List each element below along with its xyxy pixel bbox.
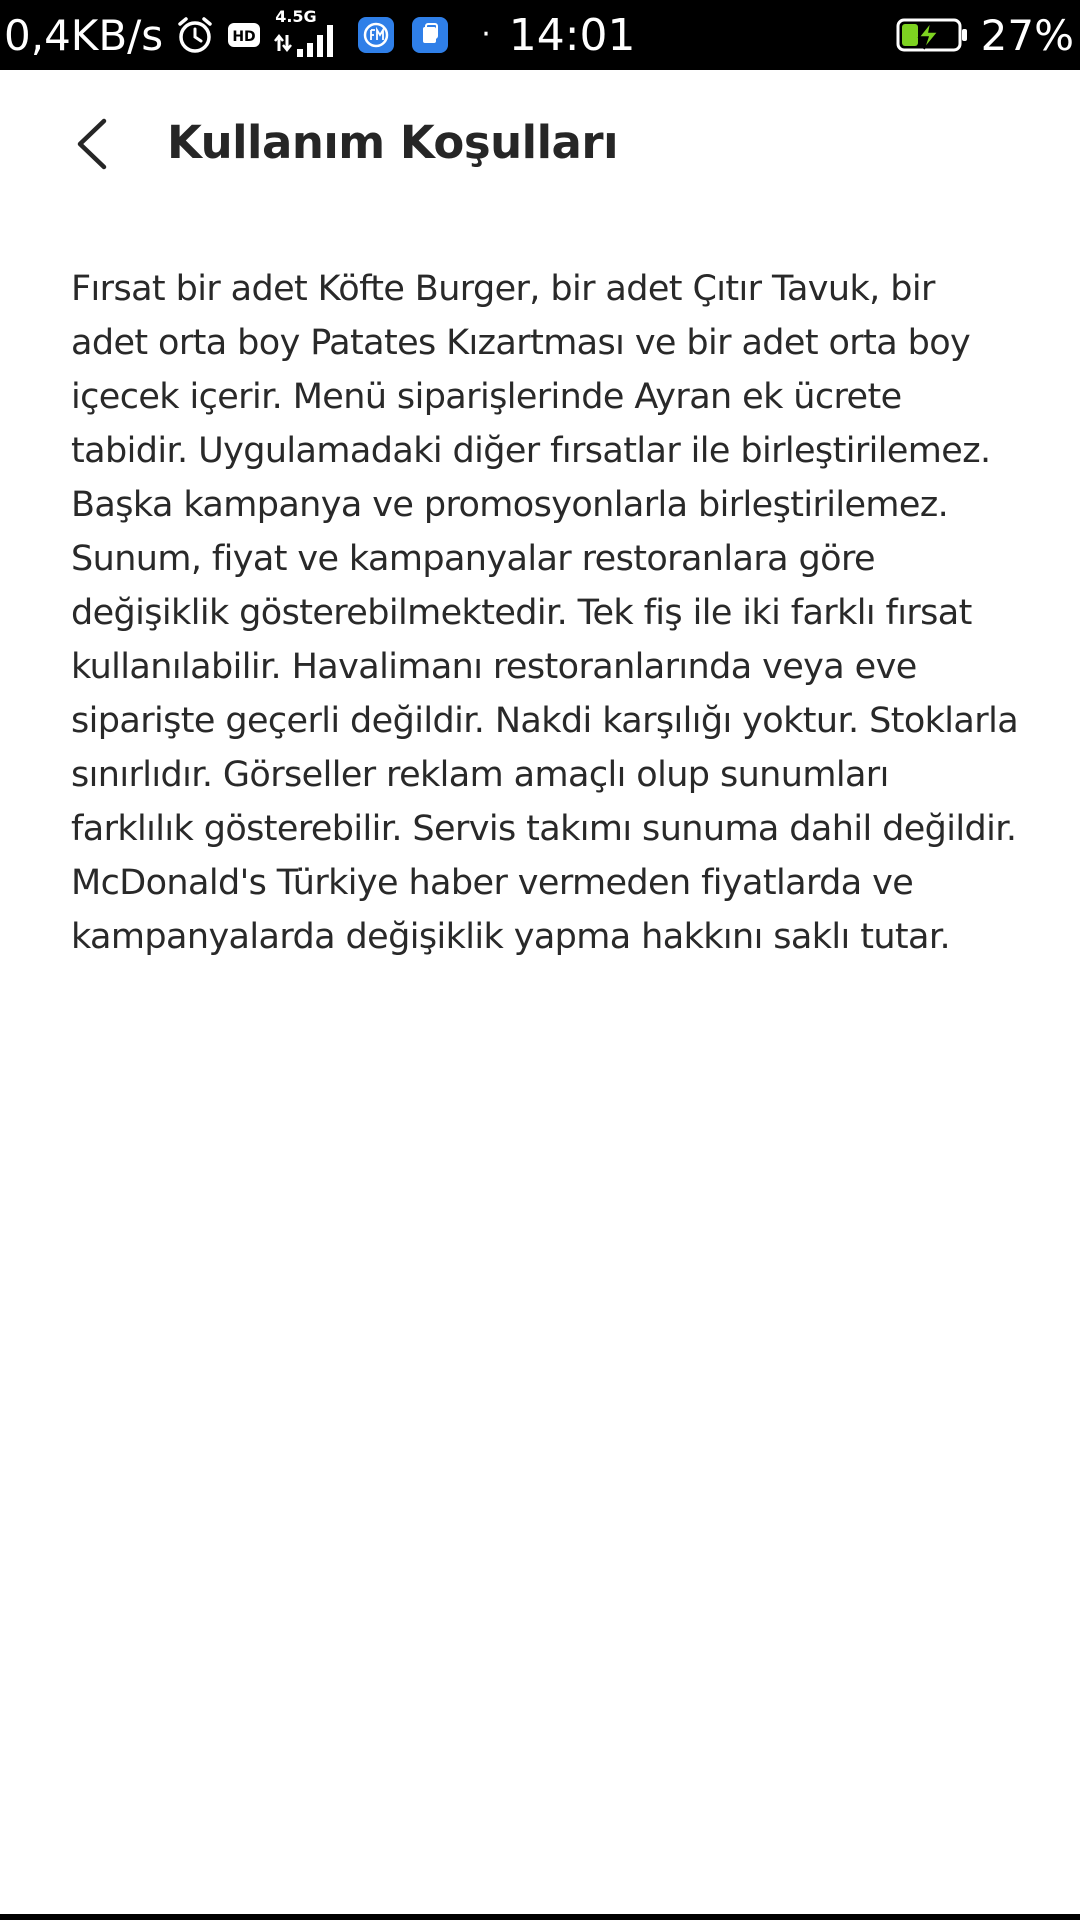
back-button[interactable]: [62, 114, 122, 174]
header: [0, 70, 1080, 220]
hd-badge-text: HD: [232, 29, 256, 45]
chevron-left-icon: [72, 118, 112, 170]
hd-icon: [227, 20, 261, 50]
app-notification-icon: [411, 16, 449, 54]
terms-text: Fırsat bir adet Köfte Burger, bir adet Çıtır Tavuk, bir adet orta boy Patates Kızartması ve bir adet orta boy içecek içerir. Menü siparişlerinde Ayran ek ücrete tabidir. Uygulamadaki diğer fırsatlar ile birleştirilemez. Başka kampanya ve promosyonlarla birleştirilemez. Sunum, fiyat ve kampanyalar restoranlara göre değişiklik gösterebilmektedir. Tek fiş ile iki farklı fırsat kullanılabilir. Havalimanı restoranlarında veya eve siparişte geçerli değildir. Nakdi karşılığı yoktur. Stoklarla sınırlıdır. Görseller reklam amaçlı olup sunumları farklılık gösterebilir. Servis takımı sunuma dahil değildir. McDonald's Türkiye haber vermeden fiyatlarda ve kampanyalarda değişiklik yapma hakkını saklı tutar.: [71, 269, 1019, 957]
page-title: Kullanım Koşulları: [167, 116, 618, 169]
status-bar-right: [895, 0, 1074, 70]
signal-icon: [271, 7, 343, 63]
network-type: 4.5G: [275, 7, 317, 26]
status-bar-left: [0, 0, 636, 70]
status-bar: [0, 0, 1080, 70]
battery-charging-icon: [895, 15, 971, 55]
bottom-edge: [0, 1914, 1080, 1920]
status-dot: ·: [481, 17, 491, 52]
clock: 14:01: [508, 9, 636, 61]
alarm-icon: [175, 15, 215, 55]
fm-app-icon: [357, 16, 395, 54]
net-speed: 0,4KB/s: [4, 10, 164, 60]
battery-percent: 27%: [980, 10, 1074, 60]
